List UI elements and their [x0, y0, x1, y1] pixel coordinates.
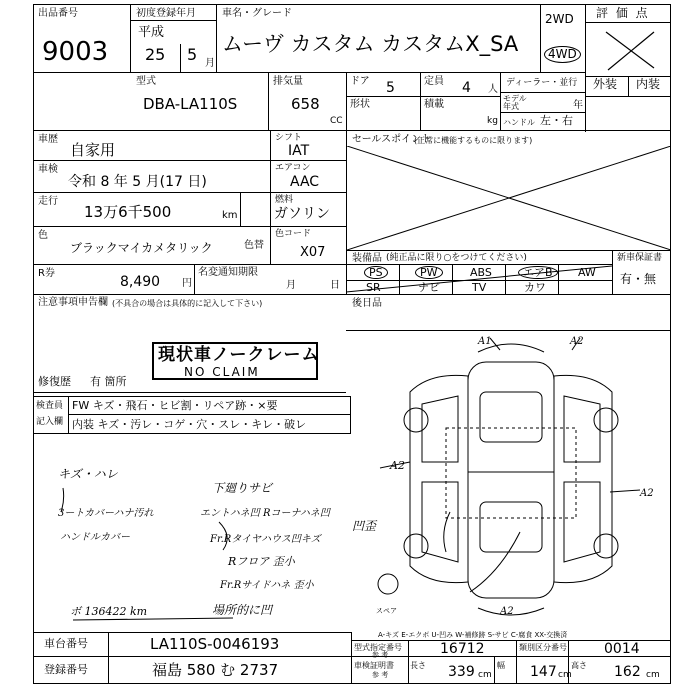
note-line-6: Fr.Rタイヤハウス凹キズ	[210, 534, 321, 545]
car-damage-diagram	[350, 332, 668, 622]
equipment-label: 装備品	[352, 253, 382, 264]
note-line-3: ハンドルカバー	[60, 532, 130, 543]
note-line-7: Rフロア 歪小	[228, 555, 295, 568]
equip-sr: SR	[366, 281, 381, 294]
class-label: 類別区分番号	[519, 643, 567, 652]
stamp-jp: 現状車ノークレーム	[158, 345, 320, 365]
height-value: 162	[614, 664, 641, 680]
reg-value: 福島 580 む 2737	[152, 661, 279, 679]
equipment-note: (純正品に限り○をつけてください)	[386, 253, 527, 263]
note-side: 凹歪	[352, 519, 377, 533]
length-value: 339	[448, 664, 475, 680]
chassis-label: 車台番号	[44, 637, 88, 650]
width-label: 幅	[497, 661, 505, 670]
notice-label: 注意事項申告欄	[38, 297, 108, 308]
no-claim-stamp	[152, 342, 318, 380]
mileage-value: 13万6千500	[84, 203, 172, 221]
class-value: 0014	[604, 641, 640, 657]
ac-value: AAC	[290, 174, 320, 190]
drive-2wd: 2WD	[545, 12, 574, 26]
new-manual-label: 新車保証書	[617, 253, 663, 263]
color-code-label: 色コード	[275, 229, 312, 239]
mileage-label: 走行	[38, 196, 58, 207]
lot-number: 9003	[42, 37, 109, 67]
displacement-value: 658	[291, 95, 320, 113]
equip-leather: カワ	[524, 281, 546, 294]
dealer-label: ディーラー・並行	[506, 78, 578, 88]
seats-label: 定員	[424, 76, 444, 87]
inspector-label-2: 記入欄	[36, 417, 64, 427]
cert-ref: 参 考	[372, 651, 389, 659]
equipment-strike	[346, 264, 612, 294]
recycle-value: 8,490	[120, 274, 161, 290]
color-change-label: 色替	[244, 240, 264, 251]
displacement-label: 排気量	[273, 76, 303, 87]
recycle-unit: 円	[182, 278, 192, 289]
equip-navi: ナビ	[418, 281, 440, 294]
shift-label: シフト	[275, 133, 303, 143]
equip-ps: PS	[364, 266, 388, 279]
inspection-row-2: 内装 キズ・汚レ・コゲ・穴・スレ・キレ・破レ	[72, 418, 307, 431]
width-unit: cm	[558, 670, 572, 680]
car-name: ムーヴ カスタム カスタムX_SA	[222, 32, 519, 56]
mark-a2-left: A2	[390, 459, 405, 472]
lot-label: 出品番号	[38, 8, 78, 19]
seats-value: 4	[462, 80, 471, 96]
length-unit: cm	[478, 670, 492, 680]
handwritten-strokes	[33, 440, 353, 630]
inspection-row-1: FW キズ・飛石・ヒビ割・リペア跡・×要	[72, 399, 278, 412]
notice-sub: (不具合の場合は具体的に記入して下さい)	[112, 299, 263, 308]
stamp-en: NO CLAIM	[184, 365, 260, 379]
repair-value: 有 箇所	[90, 375, 127, 388]
color-label: 色	[38, 230, 48, 241]
equip-aw: AW	[578, 266, 596, 279]
notify-label: 名変通知期限	[198, 267, 258, 278]
score-label: 評 価 点	[596, 6, 650, 20]
doors-value: 5	[386, 80, 395, 96]
equip-tv: TV	[472, 281, 487, 294]
color-code-value: X07	[300, 245, 326, 260]
color-value: ブラックマイカメタリック	[70, 241, 213, 255]
new-manual-value: 有・無	[620, 272, 657, 286]
model-value: DBA-LA110S	[143, 95, 238, 113]
notify-day: 日	[330, 280, 340, 291]
first-reg-label: 初度登録年月	[136, 8, 196, 19]
note-line-2: 3ートカバーハナ汚れ	[58, 508, 154, 519]
shift-value: IAT	[288, 143, 310, 159]
history-value: 自家用	[70, 141, 116, 159]
note-line-4: 下廻りサビ	[212, 481, 273, 495]
width-value: 147	[530, 664, 557, 680]
recycle-label: R券	[38, 268, 55, 279]
height-label: 高さ	[571, 661, 587, 670]
mark-a2-rear: A2	[500, 606, 514, 617]
reg-label: 登録番号	[44, 663, 88, 676]
selling-points-cross	[347, 146, 671, 250]
height-unit: cm	[646, 670, 660, 680]
interior-label: 内装	[636, 77, 661, 91]
note-line-1: キズ・ハレ	[58, 467, 118, 481]
cert2-ref: 参 考	[372, 671, 389, 679]
inspection-value: 令和 8 年 5 月(17 日)	[68, 174, 207, 190]
cert2-label: 車検証明書	[354, 661, 394, 670]
drive-4wd: 4WD	[544, 46, 581, 63]
equip-airbag: エアB	[518, 266, 558, 279]
displacement-unit: CC	[330, 116, 343, 126]
load-label: 積載	[424, 99, 444, 110]
mark-a2-right: A2	[640, 488, 654, 499]
inspection-label: 車検	[38, 164, 58, 175]
inspector-label-1: 検査員	[36, 401, 64, 411]
handle-label: ハンドル	[503, 118, 535, 127]
mark-a2-front-right: A2	[570, 336, 584, 347]
history-label: 車歴	[38, 134, 58, 145]
seats-unit: 人	[488, 84, 498, 95]
spare-label: スペア	[376, 607, 397, 615]
equip-pw: PW	[415, 266, 443, 279]
model-label: 型式	[136, 76, 156, 87]
selling-points-label: セールスポイント	[352, 134, 432, 145]
note-line-8: Fr.Rサイドハネ 歪小	[220, 580, 314, 591]
fuel-value: ガソリン	[274, 206, 330, 222]
doors-label: ドア	[350, 76, 370, 87]
handle-value: 左・右	[540, 114, 573, 127]
name-label: 車名・グレード	[222, 8, 292, 19]
first-reg-year: 25	[145, 45, 166, 64]
cert-value: 16712	[440, 641, 485, 657]
cert-label: 型式指定番号	[354, 643, 402, 652]
note-line-5: エントハネ凹 Rコーナハネ凹	[200, 508, 330, 519]
ac-label: エアコン	[275, 163, 311, 173]
first-reg-month-unit: 月	[205, 58, 215, 69]
length-label: 長さ	[410, 661, 426, 670]
note-line-10: ボ 136422 km	[70, 605, 148, 618]
mark-a1-front-left: A1	[478, 336, 492, 347]
equip-abs: ABS	[470, 266, 492, 279]
model-year-unit: 年	[573, 100, 583, 111]
exterior-label: 外装	[593, 77, 618, 91]
body-label: 形状	[350, 99, 370, 110]
first-reg-month: 5	[187, 45, 198, 64]
model-year-label: モデル年式	[503, 94, 527, 111]
retrofit-label: 後日品	[352, 298, 382, 309]
selling-points-note: (正常に機能するものに限ります)	[414, 136, 533, 145]
repair-label: 修復歴	[38, 375, 71, 388]
note-line-9: 場所的に凹	[212, 603, 273, 617]
load-unit: kg	[487, 116, 498, 126]
era: 平成	[138, 25, 165, 40]
notify-month: 月	[286, 280, 296, 291]
chassis-value: LA110S-0046193	[150, 635, 280, 653]
score-cross-mark	[600, 28, 660, 72]
fuel-label: 燃料	[275, 195, 294, 205]
damage-legend: A-キズ E-エクボ U-凹み W-補修跡 S-サビ C-腐食 XX-交換済	[378, 631, 568, 639]
mileage-unit: km	[222, 210, 238, 221]
